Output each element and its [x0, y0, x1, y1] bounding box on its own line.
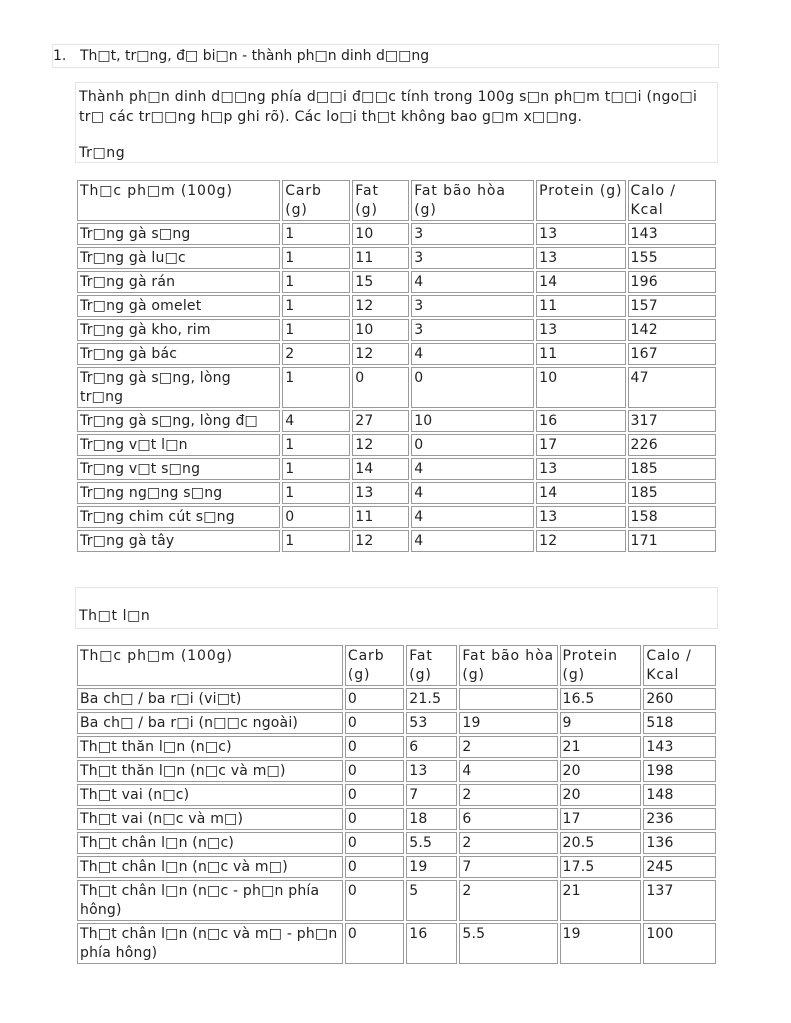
table-row — [77, 343, 716, 365]
value-cell: 171 — [628, 530, 716, 552]
food-name-cell: Tr□ng ng□ng s□ng — [77, 482, 280, 504]
value-cell: 4 — [459, 760, 557, 782]
pork-nutrition-table — [75, 643, 718, 966]
food-name-cell: Th□t chân l□n (n□c và m□ - ph□n phía hông) — [77, 923, 343, 964]
value-cell: 142 — [628, 319, 716, 341]
value-cell: 7 — [406, 784, 457, 806]
value-cell: 148 — [643, 784, 716, 806]
value-cell: 236 — [643, 808, 716, 830]
table-row — [77, 688, 716, 710]
value-cell: 12 — [352, 434, 409, 456]
value-cell: 12 — [352, 343, 409, 365]
egg-section-label: Tr□ng — [79, 145, 126, 161]
column-header: Th□c ph□m (100g) — [77, 645, 343, 686]
table-row — [77, 923, 716, 964]
value-cell: 14 — [352, 458, 409, 480]
table-row — [77, 367, 716, 408]
food-name-cell: Tr□ng gà bác — [77, 343, 280, 365]
value-cell: 18 — [406, 808, 457, 830]
table-row — [77, 434, 716, 456]
value-cell: 518 — [643, 712, 716, 734]
value-cell: 4 — [411, 530, 534, 552]
value-cell: 2 — [459, 784, 557, 806]
value-cell: 1 — [282, 319, 350, 341]
food-name-cell: Tr□ng v□t l□n — [77, 434, 280, 456]
value-cell: 4 — [282, 410, 350, 432]
value-cell: 0 — [345, 688, 404, 710]
value-cell: 0 — [345, 808, 404, 830]
food-name-cell: Th□t chân l□n (n□c) — [77, 832, 343, 854]
value-cell: 3 — [411, 319, 534, 341]
column-header: Carb (g) — [345, 645, 404, 686]
value-cell: 12 — [352, 530, 409, 552]
value-cell: 1 — [282, 434, 350, 456]
value-cell: 16 — [406, 923, 457, 964]
value-cell: 137 — [643, 880, 716, 921]
value-cell: 10 — [352, 319, 409, 341]
column-header: Th□c ph□m (100g) — [77, 180, 280, 221]
value-cell: 4 — [411, 506, 534, 528]
column-header: Calo / Kcal — [628, 180, 716, 221]
value-cell — [459, 688, 557, 710]
value-cell: 4 — [411, 271, 534, 293]
value-cell: 12 — [536, 530, 625, 552]
value-cell: 15 — [352, 271, 409, 293]
value-cell: 47 — [628, 367, 716, 408]
value-cell: 0 — [411, 367, 534, 408]
value-cell: 21.5 — [406, 688, 457, 710]
table-row — [77, 808, 716, 830]
food-name-cell: Tr□ng gà s□ng, lòng đ□ — [77, 410, 280, 432]
value-cell: 2 — [282, 343, 350, 365]
food-name-cell: Tr□ng chim cút s□ng — [77, 506, 280, 528]
egg-nutrition-table — [75, 178, 718, 554]
value-cell: 0 — [345, 923, 404, 964]
value-cell: 1 — [282, 271, 350, 293]
food-name-cell: Tr□ng gà rán — [77, 271, 280, 293]
value-cell: 0 — [345, 712, 404, 734]
food-name-cell: Th□t thăn l□n (n□c và m□) — [77, 760, 343, 782]
value-cell: 198 — [643, 760, 716, 782]
table-row — [77, 712, 716, 734]
value-cell: 0 — [411, 434, 534, 456]
table-row — [77, 736, 716, 758]
food-name-cell: Tr□ng gà s□ng, lòng tr□ng — [77, 367, 280, 408]
value-cell: 11 — [352, 506, 409, 528]
value-cell: 27 — [352, 410, 409, 432]
value-cell: 13 — [536, 458, 625, 480]
value-cell: 4 — [411, 458, 534, 480]
value-cell: 5.5 — [459, 923, 557, 964]
value-cell: 10 — [352, 223, 409, 245]
value-cell: 136 — [643, 832, 716, 854]
value-cell: 0 — [345, 784, 404, 806]
value-cell: 12 — [352, 295, 409, 317]
value-cell: 5 — [406, 880, 457, 921]
value-cell: 1 — [282, 223, 350, 245]
value-cell: 0 — [345, 880, 404, 921]
value-cell: 157 — [628, 295, 716, 317]
value-cell: 17 — [536, 434, 625, 456]
value-cell: 7 — [459, 856, 557, 878]
value-cell: 16 — [536, 410, 625, 432]
heading-text: Th□t, tr□ng, đ□ bi□n - thành ph□n dinh d□□ng — [80, 48, 430, 64]
heading-number: 1. — [53, 48, 67, 64]
value-cell: 185 — [628, 458, 716, 480]
food-name-cell: Th□t chân l□n (n□c và m□) — [77, 856, 343, 878]
table-row — [77, 482, 716, 504]
value-cell: 13 — [536, 223, 625, 245]
table-row — [77, 880, 716, 921]
value-cell: 317 — [628, 410, 716, 432]
value-cell: 14 — [536, 271, 625, 293]
value-cell: 0 — [352, 367, 409, 408]
value-cell: 19 — [560, 923, 642, 964]
intro-text — [79, 87, 711, 127]
value-cell: 155 — [628, 247, 716, 269]
intro-line-2: tr□ các tr□□ng h□p ghi rõ). Các lo□i th□t không bao g□m x□□ng. — [79, 109, 583, 125]
value-cell: 0 — [345, 832, 404, 854]
table-row — [77, 247, 716, 269]
value-cell: 4 — [411, 343, 534, 365]
table-row — [77, 760, 716, 782]
value-cell: 2 — [459, 880, 557, 921]
value-cell: 100 — [643, 923, 716, 964]
value-cell: 196 — [628, 271, 716, 293]
value-cell: 11 — [536, 343, 625, 365]
value-cell: 3 — [411, 247, 534, 269]
column-header: Protein (g) — [536, 180, 625, 221]
value-cell: 143 — [643, 736, 716, 758]
value-cell: 17.5 — [560, 856, 642, 878]
value-cell: 14 — [536, 482, 625, 504]
value-cell: 53 — [406, 712, 457, 734]
table-row — [77, 530, 716, 552]
column-header: Carb (g) — [282, 180, 350, 221]
value-cell: 1 — [282, 458, 350, 480]
value-cell: 11 — [352, 247, 409, 269]
food-name-cell: Th□t chân l□n (n□c - ph□n phía hông) — [77, 880, 343, 921]
food-name-cell: Th□t vai (n□c và m□) — [77, 808, 343, 830]
food-name-cell: Tr□ng gà tây — [77, 530, 280, 552]
value-cell: 21 — [560, 880, 642, 921]
value-cell: 5.5 — [406, 832, 457, 854]
value-cell: 0 — [345, 760, 404, 782]
value-cell: 13 — [536, 506, 625, 528]
value-cell: 1 — [282, 482, 350, 504]
value-cell: 185 — [628, 482, 716, 504]
value-cell: 1 — [282, 530, 350, 552]
value-cell: 21 — [560, 736, 642, 758]
value-cell: 0 — [345, 856, 404, 878]
column-header: Calo / Kcal — [643, 645, 716, 686]
value-cell: 3 — [411, 223, 534, 245]
value-cell: 13 — [406, 760, 457, 782]
value-cell: 1 — [282, 247, 350, 269]
value-cell: 17 — [560, 808, 642, 830]
value-cell: 1 — [282, 367, 350, 408]
table-row — [77, 295, 716, 317]
table-row — [77, 458, 716, 480]
column-header: Fat (g) — [352, 180, 409, 221]
value-cell: 4 — [411, 482, 534, 504]
food-name-cell: Tr□ng gà lu□c — [77, 247, 280, 269]
column-header: Fat (g) — [406, 645, 457, 686]
value-cell: 6 — [459, 808, 557, 830]
section-heading — [52, 44, 719, 68]
intro-box — [75, 82, 718, 163]
value-cell: 10 — [536, 367, 625, 408]
value-cell: 167 — [628, 343, 716, 365]
food-name-cell: Ba ch□ / ba r□i (vi□t) — [77, 688, 343, 710]
value-cell: 158 — [628, 506, 716, 528]
table-row — [77, 506, 716, 528]
value-cell: 20 — [560, 784, 642, 806]
header-row — [77, 180, 716, 221]
value-cell: 16.5 — [560, 688, 642, 710]
value-cell: 6 — [406, 736, 457, 758]
value-cell: 20 — [560, 760, 642, 782]
table-row — [77, 319, 716, 341]
value-cell: 0 — [345, 736, 404, 758]
pork-section-box — [75, 587, 718, 629]
value-cell: 0 — [282, 506, 350, 528]
food-name-cell: Tr□ng gà s□ng — [77, 223, 280, 245]
table-row — [77, 784, 716, 806]
value-cell: 260 — [643, 688, 716, 710]
food-name-cell: Th□t vai (n□c) — [77, 784, 343, 806]
food-name-cell: Th□t thăn l□n (n□c) — [77, 736, 343, 758]
column-header: Fat bão hòa (g) — [411, 180, 534, 221]
value-cell: 226 — [628, 434, 716, 456]
value-cell: 11 — [536, 295, 625, 317]
value-cell: 20.5 — [560, 832, 642, 854]
value-cell: 2 — [459, 736, 557, 758]
food-name-cell: Tr□ng gà omelet — [77, 295, 280, 317]
value-cell: 2 — [459, 832, 557, 854]
table-row — [77, 856, 716, 878]
food-name-cell: Tr□ng v□t s□ng — [77, 458, 280, 480]
value-cell: 13 — [536, 247, 625, 269]
header-row — [77, 645, 716, 686]
table-row — [77, 223, 716, 245]
value-cell: 9 — [560, 712, 642, 734]
pork-section-label: Th□t l□n — [79, 608, 151, 624]
value-cell: 19 — [459, 712, 557, 734]
food-name-cell: Ba ch□ / ba r□i (n□□c ngoài) — [77, 712, 343, 734]
value-cell: 1 — [282, 295, 350, 317]
column-header: Fat bão hòa (g) — [459, 645, 557, 686]
value-cell: 10 — [411, 410, 534, 432]
column-header: Protein (g) — [560, 645, 642, 686]
value-cell: 19 — [406, 856, 457, 878]
value-cell: 13 — [352, 482, 409, 504]
table-row — [77, 832, 716, 854]
intro-line-1: Thành ph□n dinh d□□ng phía d□□i đ□□c tính trong 100g s□n ph□m t□□i (ngo□i — [79, 89, 698, 105]
value-cell: 245 — [643, 856, 716, 878]
value-cell: 13 — [536, 319, 625, 341]
table-row — [77, 410, 716, 432]
table-row — [77, 271, 716, 293]
food-name-cell: Tr□ng gà kho, rim — [77, 319, 280, 341]
value-cell: 143 — [628, 223, 716, 245]
value-cell: 3 — [411, 295, 534, 317]
